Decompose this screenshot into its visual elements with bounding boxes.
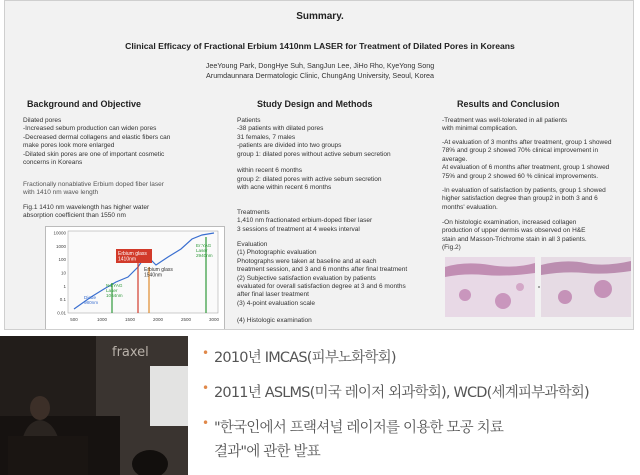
col3-result3: -In evaluation of satisfaction by patients, group 1 showed higher satisfaction degree than group2 in both 3 and 6 months' evaluation.	[442, 187, 606, 211]
col2-treatments: Treatments 1,410 nm fractionated erbium-doped fiber laser 3 sessions of treatment at 4 weeks interval	[237, 209, 373, 233]
col3-heading: Results and Conclusion	[457, 99, 560, 109]
y-ticks	[53, 231, 66, 316]
y-tick-label: 1000	[55, 243, 66, 249]
x-ticks	[70, 317, 219, 322]
bullet-dot: •	[202, 381, 209, 395]
chart-svg	[46, 227, 224, 330]
x-tick-label: 2000	[152, 317, 164, 322]
y-tick-label: 10000	[53, 230, 66, 236]
affiliation-line: Arumdaunnara Dermatologic Clinic, ChungAng University, Seoul, Korea	[206, 71, 434, 80]
histology-figure	[445, 257, 631, 317]
col2-evaluation: Evaluation (1) Photographic evaluation Photographs were taken at baseline and at each treatment session, and 3 and 6 months after final treatment (2) Subjective satisfaction evaluation by patients evaluated for overall satisfaction degree at 3 and 6 months after final laser treatment (3) 4-point evaluation scale (4) Histologic examination	[237, 241, 408, 324]
bullet-text: 2011년 ASLMS(미국 레이저 외과학회), WCD(세계피부과학회)	[214, 385, 589, 401]
fraxel-logo: fraxel	[112, 345, 149, 360]
poster-title: Clinical Efficacy of Fractional Erbium 1410nm LASER for Treatment of Dilated Pores in Koreans	[125, 41, 515, 51]
podium	[8, 436, 88, 475]
y-tick-label: 0.01	[57, 310, 66, 316]
bullet-dot: •	[202, 416, 209, 430]
projection-screen	[150, 366, 188, 426]
col1-body: Dilated pores -Increased sebum production can widen pores -Decreased dermal collagens and elastic fibers can make pores look more enlarged -Dilated skin pores are one of important cosmetic concerns in Koreans	[23, 117, 171, 167]
x-tick-label: 2500	[180, 317, 192, 322]
photo-svg	[0, 336, 188, 475]
bullet-dot: •	[202, 346, 209, 360]
col2-heading: Study Design and Methods	[257, 99, 373, 109]
presentation-photo	[0, 336, 188, 475]
poster-summary: Summary.	[296, 11, 344, 22]
erbium-1540-label: Erbium glass 1540nm	[144, 267, 173, 279]
y-tick-label: 1	[63, 283, 66, 289]
authors-line: JeeYoung Park, DongHye Suh, SangJun Lee, JiHo Rho, KyeYong Song	[205, 61, 435, 70]
col2-patients: Patients -38 patients with dilated pores 31 females, 7 males -patients are divided into two groups group 1: dilated pores without active sebum secretion within recent 6 months group 2: dilated pores with active sebum secretion with acne within recent 6 months	[237, 117, 391, 192]
col3-result1: -Treatment was well-tolerated in all patients with minimal complication.	[442, 117, 568, 133]
col1-heading: Background and Objective	[27, 99, 142, 109]
x-tick-label: 1500	[124, 317, 136, 322]
bullet-text: "한국인에서 프랙셔널 레이저를 이용한 모공 치료	[214, 420, 504, 436]
eryag-label: Er:YAG Laser 2940nm	[196, 243, 213, 258]
presenter-head	[30, 396, 50, 420]
y-tick-label: 100	[58, 257, 66, 263]
diode-label: Diode 980nm	[84, 295, 99, 305]
col3-result2: -At evaluation of 3 months after treatment, group 1 showed 78% and group 2 showed 70% clinical improvement in average. At evaluation of 6 months after treatment, group 1 showed 75% and group 2 showed 60 % clinical improvements.	[442, 139, 612, 180]
erbium-1410-label: Erbium glass 1410nm	[118, 251, 147, 263]
bottom-section	[0, 336, 640, 475]
x-tick-label: 1000	[96, 317, 108, 322]
bullet-text: 결과"에 관한 발표	[214, 444, 320, 460]
col1-fig1: Fig.1 1410 nm wavelength has higher water absorption coefficient than 1550 nm	[23, 204, 150, 220]
poster-authors	[5, 61, 634, 81]
y-tick-label: 10	[60, 270, 66, 276]
bullet-text: 2010년 IMCAS(피부노화학회)	[214, 350, 396, 366]
col1-laser: Fractionally nonablative Erbium doped fiber laser with 1410 nm wave length	[23, 181, 164, 197]
absorption-chart	[45, 226, 225, 330]
y-tick-label: 0.1	[59, 297, 66, 303]
histology-svg	[445, 257, 631, 317]
ndyag-label: Nd:YAG Laser 1064nm	[106, 283, 123, 298]
x-tick-label: 3000	[208, 317, 220, 322]
poster-slide	[4, 0, 634, 330]
x-tick-label: 500	[70, 317, 78, 322]
col3-result4: -On histologic examination, increased collagen production of upper dermis was observed on H&E stain and Masson-Trichrome stain in all 3 patients. (Fig.2)	[442, 219, 587, 252]
